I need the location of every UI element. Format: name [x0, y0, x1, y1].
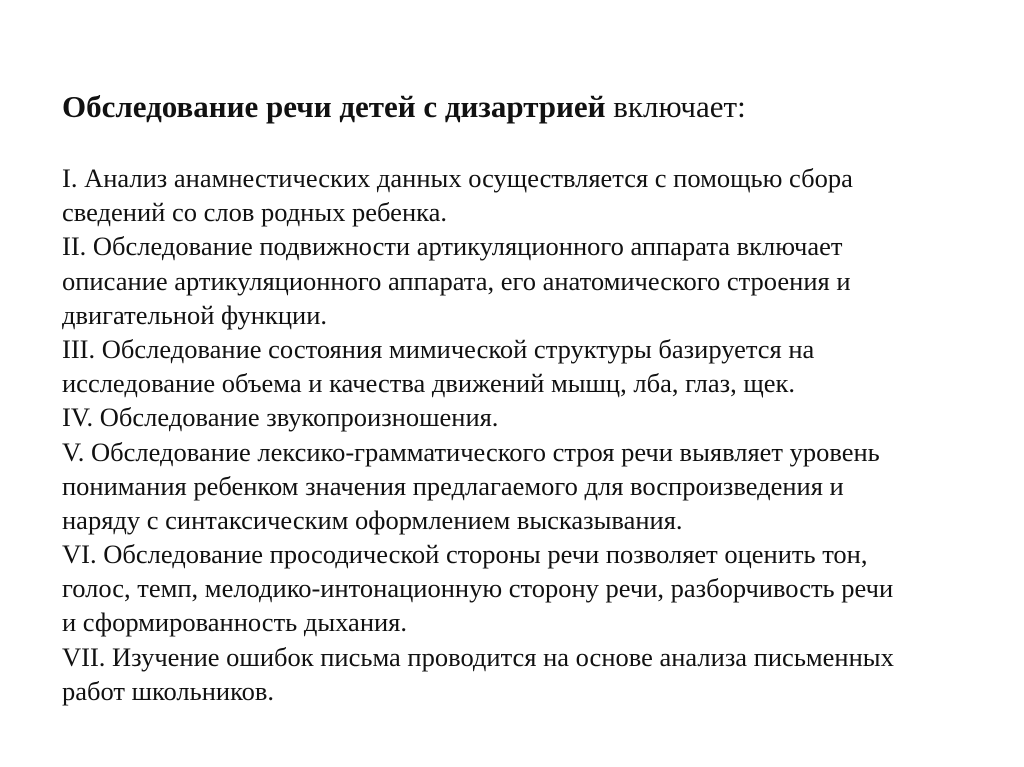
list-line: работ школьников. — [62, 675, 275, 706]
heading-bold-text: Обследование речи детей с дизартрией — [62, 89, 606, 124]
list-line: II. Обследование подвижности артикуляционного аппарата включает — [62, 231, 843, 262]
list-line: сведений со слов родных ребенка. — [62, 197, 447, 228]
list-line: V. Обследование лексико-грамматического строя речи выявляет уровень — [62, 436, 880, 467]
list-line: двигательной функции. — [62, 299, 327, 330]
slide-heading — [62, 88, 962, 126]
heading-normal-text: включает: — [605, 89, 746, 124]
list-line: III. Обследование состояния мимической структуры базируется на — [62, 333, 815, 364]
list-line: VI. Обследование просодической стороны речи позволяет оценить тон, — [62, 539, 868, 570]
list-line: исследование объема и качества движений мышц, лба, глаз, щек. — [62, 368, 795, 399]
list-line: голос, темп, мелодико-интонационную сторону речи, разборчивость речи — [62, 573, 894, 604]
list-line: IV. Обследование звукопроизношения. — [62, 402, 499, 433]
list-line: понимания ребенком значения предлагаемого для воспроизведения и — [62, 470, 844, 501]
list-line: I. Анализ анамнестических данных осуществляется с помощью сбора — [62, 163, 853, 193]
list-line: описание артикуляционного аппарата, его анатомического строения и — [62, 265, 851, 296]
list-line: наряду с синтаксическим оформлением высказывания. — [62, 504, 683, 535]
list-line: VII. Изучение ошибок письма проводится на основе анализа письменных — [62, 641, 894, 672]
list-line: и сформированность дыхания. — [62, 607, 407, 638]
examination-list — [62, 161, 982, 708]
